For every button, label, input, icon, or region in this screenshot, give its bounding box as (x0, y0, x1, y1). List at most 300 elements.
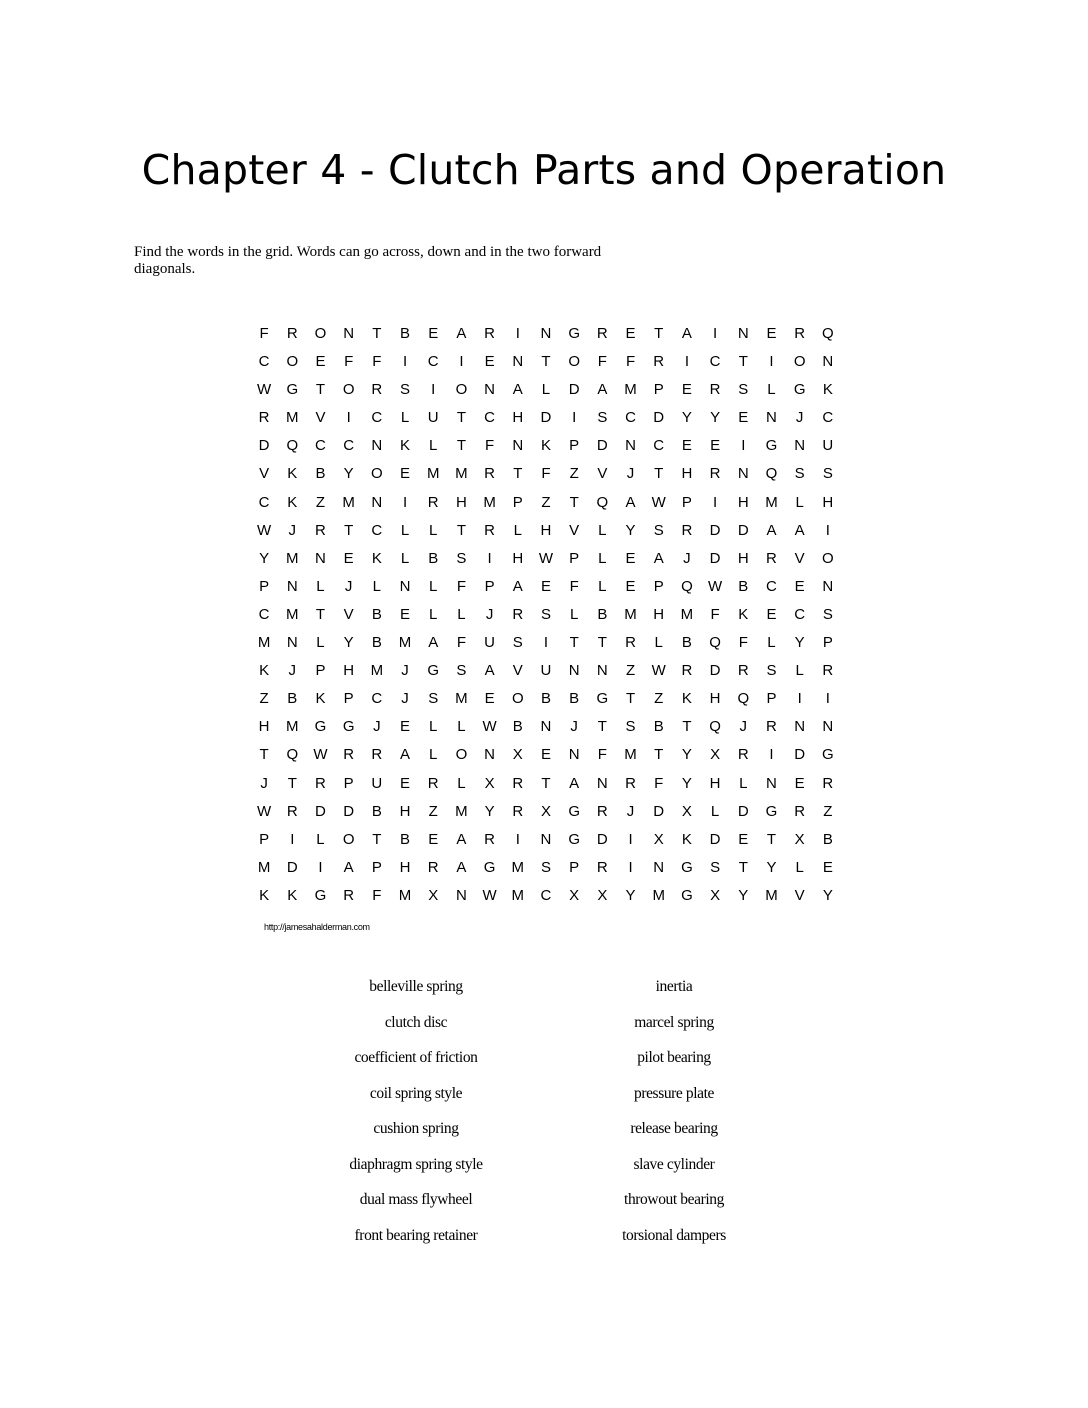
grid-letter: Y (710, 409, 721, 427)
grid-letter: T (738, 353, 748, 371)
grid-letter: A (484, 662, 495, 680)
grid-letter: L (429, 605, 438, 623)
grid-letter: M (765, 886, 778, 904)
grid-letter: I (713, 325, 718, 342)
word-list-item: release bearing (630, 1120, 718, 1137)
grid-letter: R (512, 774, 524, 792)
grid-letter: L (598, 577, 607, 595)
grid-letter: L (767, 381, 776, 399)
grid-letter: A (794, 521, 805, 539)
grid-letter: E (484, 353, 495, 371)
grid-letter: P (343, 690, 354, 708)
grid-letter: J (344, 577, 353, 595)
grid-letter: B (287, 690, 298, 708)
grid-letter: L (372, 577, 382, 595)
grid-letter: G (342, 718, 355, 736)
grid-letter: Q (286, 746, 299, 764)
grid-letter: I (402, 353, 408, 371)
grid-letter: S (766, 662, 777, 680)
grid-letter: H (822, 493, 834, 511)
grid-letter: M (398, 886, 412, 904)
grid-letter: B (738, 577, 749, 595)
grid-letter: V (315, 409, 326, 427)
grid-letter: G (568, 830, 580, 848)
grid-letter: E (484, 690, 495, 708)
grid-letter: N (737, 325, 749, 342)
grid-letter: C (653, 437, 665, 455)
grid-letter: I (318, 858, 323, 876)
grid-letter: F (597, 353, 607, 371)
grid-letter: N (286, 577, 298, 595)
grid-letter: W (482, 886, 497, 904)
word-list-right (544, 976, 804, 1260)
grid-letter: Y (738, 886, 749, 904)
grid-letter: J (288, 662, 297, 680)
grid-letter: C (484, 409, 496, 427)
grid-letter: M (398, 634, 412, 652)
grid-letter: I (515, 325, 520, 342)
grid-letter: C (794, 605, 806, 623)
grid-letter: A (343, 858, 354, 876)
grid-letter: O (314, 325, 327, 342)
grid-letter: S (456, 662, 467, 680)
grid-letter: P (512, 493, 523, 511)
grid-letter: O (793, 353, 806, 371)
grid-letter: N (596, 662, 608, 680)
grid-letter: L (457, 718, 466, 736)
grid-letter: L (654, 634, 663, 652)
grid-letter: N (625, 437, 636, 455)
grid-letter: D (737, 802, 749, 820)
grid-letter: C (371, 521, 383, 539)
grid-letter: S (456, 549, 467, 567)
grid-letter: F (456, 634, 466, 652)
grid-letter: I (459, 353, 464, 371)
grid-letter: J (288, 521, 297, 539)
grid-letter: S (540, 605, 551, 623)
grid-letter: B (653, 718, 664, 736)
grid-letter: Z (428, 802, 438, 820)
grid-letter: B (597, 605, 608, 623)
grid-letter: Z (654, 690, 664, 708)
grid-letter: J (795, 409, 804, 427)
grid-letter: C (258, 353, 270, 371)
grid-letter: R (343, 746, 355, 764)
grid-letter: T (372, 325, 382, 342)
grid-letter: Y (259, 549, 270, 567)
grid-letter: E (428, 830, 439, 848)
grid-letter: S (794, 465, 805, 483)
grid-letter: E (681, 437, 692, 455)
grid-letter: I (402, 493, 408, 511)
grid-letter: H (455, 493, 467, 511)
grid-letter: T (456, 409, 466, 427)
grid-letter: D (286, 858, 298, 876)
grid-letter: Q (286, 437, 299, 455)
grid-letter: K (315, 690, 326, 708)
grid-letter: V (512, 662, 523, 680)
grid-letter: B (428, 549, 439, 567)
grid-letter: N (371, 437, 383, 455)
grid-letter: A (569, 774, 580, 792)
grid-letter: I (346, 409, 351, 427)
grid-letter: G (568, 325, 580, 342)
grid-letter: N (737, 465, 749, 483)
grid-letter: U (484, 634, 496, 652)
grid-letter: L (429, 577, 438, 595)
grid-letter: M (286, 409, 299, 427)
grid-letter: I (543, 634, 549, 652)
grid-letter: H (709, 690, 721, 708)
grid-letter: T (569, 493, 579, 511)
grid-letter: T (654, 746, 664, 764)
grid-letter: M (624, 605, 637, 623)
grid-letter: P (569, 437, 580, 455)
grid-letter: Y (625, 886, 636, 904)
grid-letter: N (766, 409, 777, 427)
grid-letter: R (512, 802, 524, 820)
grid-letter: T (654, 465, 664, 483)
grid-letter: L (569, 605, 579, 623)
grid-letter: D (540, 409, 552, 427)
word-list-item: pilot bearing (637, 1049, 711, 1066)
word-search-grid (250, 320, 842, 910)
grid-letter: O (822, 549, 834, 567)
grid-letter: S (710, 858, 721, 876)
grid-letter: K (681, 830, 692, 848)
grid-letter: L (795, 662, 804, 680)
grid-letter: P (259, 830, 270, 848)
grid-letter: E (794, 774, 805, 792)
grid-letter: M (511, 886, 525, 904)
grid-letter: D (596, 437, 608, 455)
grid-letter: O (568, 353, 580, 371)
grid-letter: K (287, 886, 298, 904)
grid-letter: Z (625, 662, 636, 680)
grid-letter: T (259, 746, 269, 764)
grid-letter: G (765, 437, 778, 455)
grid-letter: E (625, 549, 636, 567)
grid-letter: M (286, 718, 299, 736)
grid-letter: C (766, 577, 777, 595)
grid-letter: C (822, 409, 834, 427)
grid-letter: J (260, 774, 268, 792)
grid-letter: H (343, 662, 355, 680)
grid-letter: T (569, 634, 579, 652)
grid-letter: R (512, 605, 524, 623)
grid-letter: D (568, 381, 580, 399)
grid-letter: R (596, 802, 608, 820)
grid-letter: I (825, 690, 830, 708)
grid-letter: J (373, 718, 381, 736)
grid-letter: E (428, 325, 439, 342)
grid-letter: T (597, 634, 607, 652)
word-list-item: torsional dampers (622, 1226, 726, 1244)
grid-letter: Q (822, 325, 834, 342)
grid-letter: D (709, 662, 721, 680)
grid-letter: B (681, 634, 692, 652)
grid-letter: B (512, 718, 523, 736)
grid-letter: Y (681, 774, 692, 792)
grid-letter: H (399, 858, 411, 876)
grid-letter: N (399, 577, 411, 595)
grid-letter: X (681, 802, 692, 820)
grid-letter: X (512, 746, 523, 764)
grid-letter: H (709, 774, 721, 792)
grid-letter: L (457, 774, 466, 792)
grid-letter: C (427, 353, 439, 371)
grid-letter: G (314, 718, 327, 736)
grid-letter: R (343, 886, 355, 904)
grid-letter: Y (681, 409, 692, 427)
grid-letter: D (596, 830, 608, 848)
grid-letter: N (822, 577, 834, 595)
grid-letter: A (653, 549, 664, 567)
grid-letter: F (710, 605, 720, 623)
grid-letter: W (313, 746, 328, 764)
grid-letter: G (286, 381, 299, 399)
grid-letter: G (314, 886, 327, 904)
grid-letter: L (316, 634, 325, 652)
grid-letter: N (568, 662, 580, 680)
grid-letter: P (484, 577, 495, 595)
grid-letter: N (540, 718, 552, 736)
grid-letter: F (485, 437, 495, 455)
grid-letter: A (512, 381, 523, 399)
grid-letter: H (737, 493, 749, 511)
grid-letter: S (822, 465, 833, 483)
word-list-item: slave cylinder (633, 1155, 715, 1173)
grid-letter: L (316, 577, 325, 595)
grid-letter: M (765, 493, 778, 511)
grid-letter: J (683, 549, 691, 567)
grid-letter: E (400, 465, 411, 483)
grid-letter: J (401, 662, 409, 680)
grid-letter: N (512, 353, 524, 371)
grid-letter: A (456, 830, 467, 848)
grid-letter: F (259, 325, 269, 342)
grid-letter: Q (737, 690, 750, 708)
grid-letter: T (456, 521, 466, 539)
grid-letter: H (681, 465, 693, 483)
grid-letter: R (315, 774, 326, 792)
grid-letter: G (822, 746, 834, 764)
grid-letter: L (400, 521, 410, 539)
grid-letter: B (371, 605, 382, 623)
grid-letter: R (766, 549, 777, 567)
grid-letter: R (286, 325, 298, 342)
grid-letter: M (483, 493, 496, 511)
grid-letter: V (597, 465, 608, 483)
grid-letter: Y (343, 465, 354, 483)
grid-letter: S (512, 634, 523, 652)
grid-letter: N (512, 437, 524, 455)
grid-letter: D (737, 521, 749, 539)
grid-letter: N (596, 774, 608, 792)
grid-letter: B (315, 465, 326, 483)
grid-letter: R (822, 774, 834, 792)
grid-letter: E (766, 325, 777, 342)
grid-letter: W (482, 718, 497, 736)
grid-letter: F (569, 577, 579, 595)
grid-letter: L (429, 437, 438, 455)
grid-letter: E (540, 577, 551, 595)
grid-letter: R (625, 774, 636, 792)
grid-letter: K (259, 886, 270, 904)
grid-letter: V (569, 521, 580, 539)
grid-letter: R (286, 802, 298, 820)
grid-letter: G (568, 802, 580, 820)
word-list-item: inertia (655, 978, 693, 995)
grid-letter: S (738, 381, 749, 399)
source-url: http://jamesahalderman.com (264, 922, 370, 932)
grid-letter: E (822, 858, 833, 876)
grid-letter: R (484, 465, 496, 483)
word-list-left (286, 976, 546, 1260)
grid-letter: B (569, 690, 580, 708)
grid-letter: X (484, 774, 495, 792)
grid-letter: L (457, 605, 466, 623)
word-list-item: cushion spring (373, 1120, 459, 1137)
grid-letter: T (682, 718, 692, 736)
grid-letter: T (456, 437, 466, 455)
grid-letter: F (456, 577, 466, 595)
grid-letter: L (795, 493, 804, 511)
grid-letter: J (626, 802, 635, 820)
grid-letter: X (597, 886, 608, 904)
grid-letter: R (822, 662, 834, 680)
grid-letter: M (455, 690, 468, 708)
grid-letter: L (767, 634, 776, 652)
grid-letter: T (541, 353, 551, 371)
grid-letter: A (428, 634, 439, 652)
grid-letter: I (684, 353, 689, 371)
grid-letter: W (651, 493, 666, 511)
grid-letter: H (512, 409, 524, 427)
grid-letter: E (400, 774, 411, 792)
grid-letter: A (512, 577, 523, 595)
grid-letter: Z (541, 493, 551, 511)
grid-letter: R (681, 662, 693, 680)
grid-letter: R (653, 353, 665, 371)
grid-letter: N (568, 746, 580, 764)
grid-letter: L (429, 718, 438, 736)
word-list-item: clutch disc (384, 1013, 448, 1031)
grid-letter: P (822, 634, 833, 652)
grid-letter: I (431, 381, 436, 399)
grid-letter: M (370, 662, 384, 680)
grid-letter: J (485, 605, 494, 623)
grid-letter: X (710, 886, 721, 904)
grid-letter: M (455, 802, 468, 820)
grid-letter: W (257, 521, 272, 539)
grid-letter: D (258, 437, 270, 455)
grid-letter: M (624, 746, 637, 764)
grid-letter: V (794, 886, 805, 904)
page-title: Chapter 4 - Clutch Parts and Operation (141, 146, 947, 194)
grid-letter: F (738, 634, 748, 652)
grid-letter: M (624, 381, 637, 399)
grid-letter: G (596, 690, 609, 708)
grid-letter: O (455, 746, 468, 764)
grid-letter: I (515, 830, 520, 848)
grid-letter: Y (822, 886, 833, 904)
grid-letter: E (794, 577, 805, 595)
grid-letter: C (371, 409, 383, 427)
grid-letter: E (540, 746, 551, 764)
grid-letter: K (822, 381, 833, 399)
grid-letter: X (569, 886, 580, 904)
grid-letter: B (371, 634, 382, 652)
grid-letter: W (257, 802, 272, 820)
grid-letter: K (738, 605, 749, 623)
grid-letter: R (766, 718, 777, 736)
grid-letter: N (455, 886, 467, 904)
instructions: Find the words in the grid. Words can go across, down and in the two forward diagonals. (134, 244, 602, 277)
grid-letter: B (371, 802, 382, 820)
grid-letter: A (597, 381, 608, 399)
grid-letter: W (651, 662, 666, 680)
grid-letter: O (286, 353, 299, 371)
grid-letter: X (428, 886, 439, 904)
grid-letter: O (511, 690, 524, 708)
grid-letter: F (372, 353, 382, 371)
grid-letter: K (371, 549, 382, 567)
grid-letter: N (343, 325, 355, 342)
grid-letter: L (513, 521, 522, 539)
grid-letter: D (709, 549, 721, 567)
grid-letter: T (287, 774, 297, 792)
grid-letter: W (708, 577, 723, 595)
grid-letter: M (652, 886, 665, 904)
grid-letter: M (257, 634, 271, 652)
grid-letter: Q (681, 577, 693, 595)
grid-letter: U (371, 774, 383, 792)
grid-letter: T (625, 690, 636, 708)
grid-letter: B (822, 830, 833, 848)
grid-letter: U (822, 437, 834, 455)
grid-letter: N (286, 634, 298, 652)
grid-letter: L (710, 802, 720, 820)
grid-letter: R (737, 746, 749, 764)
grid-letter: B (540, 690, 551, 708)
grid-letter: A (456, 325, 467, 342)
grid-letter: D (653, 802, 665, 820)
grid-letter: K (400, 437, 411, 455)
grid-letter: U (540, 662, 552, 680)
grid-letter: V (259, 465, 270, 483)
grid-letter: Y (625, 521, 636, 539)
grid-letter: N (822, 718, 834, 736)
grid-letter: P (681, 493, 692, 511)
grid-letter: Z (259, 690, 269, 708)
grid-letter: E (343, 549, 354, 567)
grid-letter: K (540, 437, 551, 455)
grid-letter: T (654, 325, 664, 342)
grid-letter: R (596, 325, 608, 342)
grid-letter: M (511, 858, 525, 876)
grid-letter: D (315, 802, 326, 820)
grid-letter: I (290, 830, 295, 848)
grid-letter: C (258, 605, 270, 623)
grid-letter: Z (823, 802, 833, 820)
grid-letter: D (653, 409, 665, 427)
grid-letter: M (680, 605, 694, 623)
grid-letter: G (765, 802, 778, 820)
grid-letter: C (540, 886, 552, 904)
grid-letter: A (625, 493, 636, 511)
grid-letter: K (287, 493, 298, 511)
